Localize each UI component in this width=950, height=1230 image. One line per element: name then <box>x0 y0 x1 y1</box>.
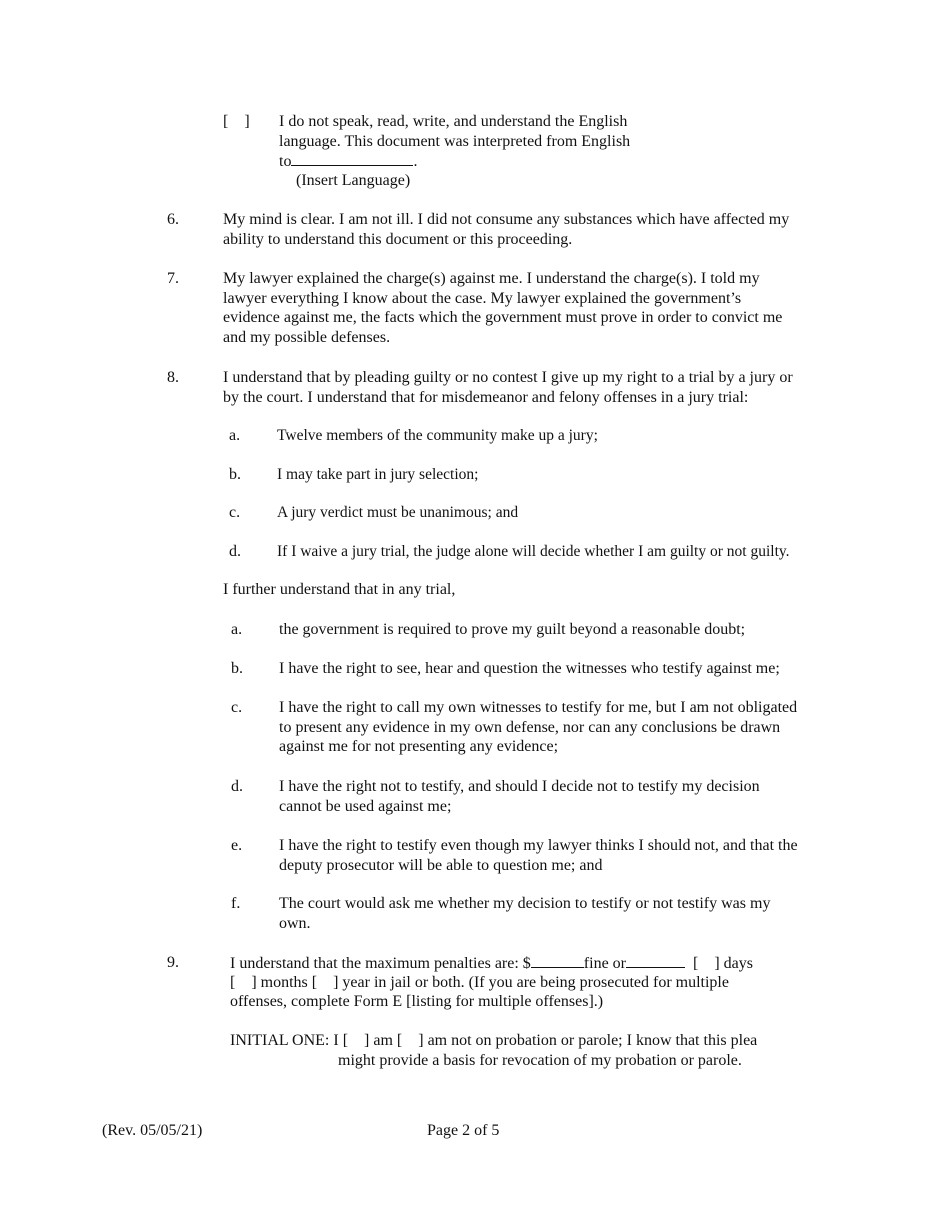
to-prefix: to <box>279 153 292 171</box>
english-line-2: language. This document was interpreted from English <box>279 132 631 150</box>
item-7-line-1: My lawyer explained the charge(s) against me. I understand the charge(s). I told my <box>223 270 760 287</box>
item-9-line-3: offenses, complete Form E [listing for multiple offenses].) <box>230 993 604 1011</box>
language-blank[interactable] <box>291 151 413 166</box>
trial-item-e-letter: e. <box>231 837 243 854</box>
item-8-number: 8. <box>167 369 179 386</box>
max-penalties-text: I understand that the maximum penalties are: $ <box>230 955 531 972</box>
jury-item-a-text: Twelve members of the community make up a jury; <box>277 427 598 444</box>
jury-item-c-letter: c. <box>229 504 241 521</box>
page-number: Page 2 of 5 <box>427 1122 500 1139</box>
item-7-number: 7. <box>167 270 179 287</box>
item-8-line-1: I understand that by pleading guilty or no contest I give up my right to a trial by a jury or <box>223 369 793 386</box>
jury-item-b-text: I may take part in jury selection; <box>277 466 479 483</box>
trial-item-f-line-1: The court would ask me whether my decision to testify or not testify was my <box>279 895 771 912</box>
english-line-1: I do not speak, read, write, and understand the English <box>279 113 628 130</box>
trial-item-d-line-1: I have the right not to testify, and should I decide not to testify my decision <box>279 778 760 795</box>
item-6-line-2: ability to understand this document or this proceeding. <box>223 230 573 248</box>
trial-item-f-letter: f. <box>231 895 241 912</box>
fine-amount-blank[interactable] <box>531 953 584 968</box>
trial-item-c-letter: c. <box>231 699 243 716</box>
trial-item-e-line-2: deputy prosecutor will be able to question me; and <box>279 856 603 874</box>
revision-date: (Rev. 05/05/21) <box>102 1122 203 1139</box>
days-checkbox[interactable]: [ ] days <box>693 955 753 972</box>
trial-item-c-line-3: against me for not presenting any evidence; <box>279 738 559 756</box>
jury-item-d-text: If I waive a jury trial, the judge alone will decide whether I am guilty or not guilty. <box>277 543 790 560</box>
trial-item-d-letter: d. <box>231 778 243 795</box>
jury-item-a-letter: a. <box>229 427 241 444</box>
jail-term-blank[interactable] <box>626 953 685 968</box>
item-7-line-4: and my possible defenses. <box>223 328 391 346</box>
trial-item-b-line-1: I have the right to see, hear and question the witnesses who testify against me; <box>279 660 780 677</box>
trial-item-e-line-1: I have the right to testify even though my lawyer thinks I should not, and that the <box>279 837 798 854</box>
initial-one-line-2: might provide a basis for revocation of my probation or parole. <box>338 1051 742 1069</box>
trial-item-a-letter: a. <box>231 621 243 638</box>
jury-item-b-letter: b. <box>229 466 241 483</box>
item-6-number: 6. <box>167 211 179 228</box>
insert-language-label: (Insert Language) <box>296 171 411 189</box>
item-9-line-1 <box>230 953 753 974</box>
trial-item-c-line-1: I have the right to call my own witnesses to testify for me, but I am not obligated <box>279 699 798 716</box>
item-8-line-2: by the court. I understand that for misdemeanor and felony offenses in a jury trial: <box>223 388 749 406</box>
item-7-line-3: evidence against me, the facts which the government must prove in order to convict me <box>223 309 783 327</box>
interpreted-to-line <box>279 151 417 172</box>
english-checkbox[interactable]: [ ] <box>223 113 250 130</box>
trial-item-f-line-2: own. <box>279 914 311 932</box>
item-9-number: 9. <box>167 954 179 971</box>
item-7-line-2: lawyer everything I know about the case. My lawyer explained the government’s <box>223 289 742 307</box>
jury-item-c-text: A jury verdict must be unanimous; and <box>277 504 519 521</box>
initial-one-line-1: INITIAL ONE: I [ ] am [ ] am not on probation or parole; I know that this plea <box>230 1032 758 1049</box>
trial-item-c-line-2: to present any evidence in my own defense, nor can any conclusions be drawn <box>279 718 781 736</box>
jury-item-d-letter: d. <box>229 543 241 560</box>
item-9-line-2: [ ] months [ ] year in jail or both. (If you are being prosecuted for multiple <box>230 973 729 991</box>
to-suffix: . <box>413 153 418 171</box>
trial-item-a-line-1: the government is required to prove my guilt beyond a reasonable doubt; <box>279 621 746 638</box>
item-6-line-1: My mind is clear. I am not ill. I did not consume any substances which have affected my <box>223 211 790 228</box>
trial-item-d-line-2: cannot be used against me; <box>279 797 452 815</box>
further-intro: I further understand that in any trial, <box>223 581 456 598</box>
fine-or-text: fine or <box>583 955 626 972</box>
trial-item-b-letter: b. <box>231 660 243 677</box>
